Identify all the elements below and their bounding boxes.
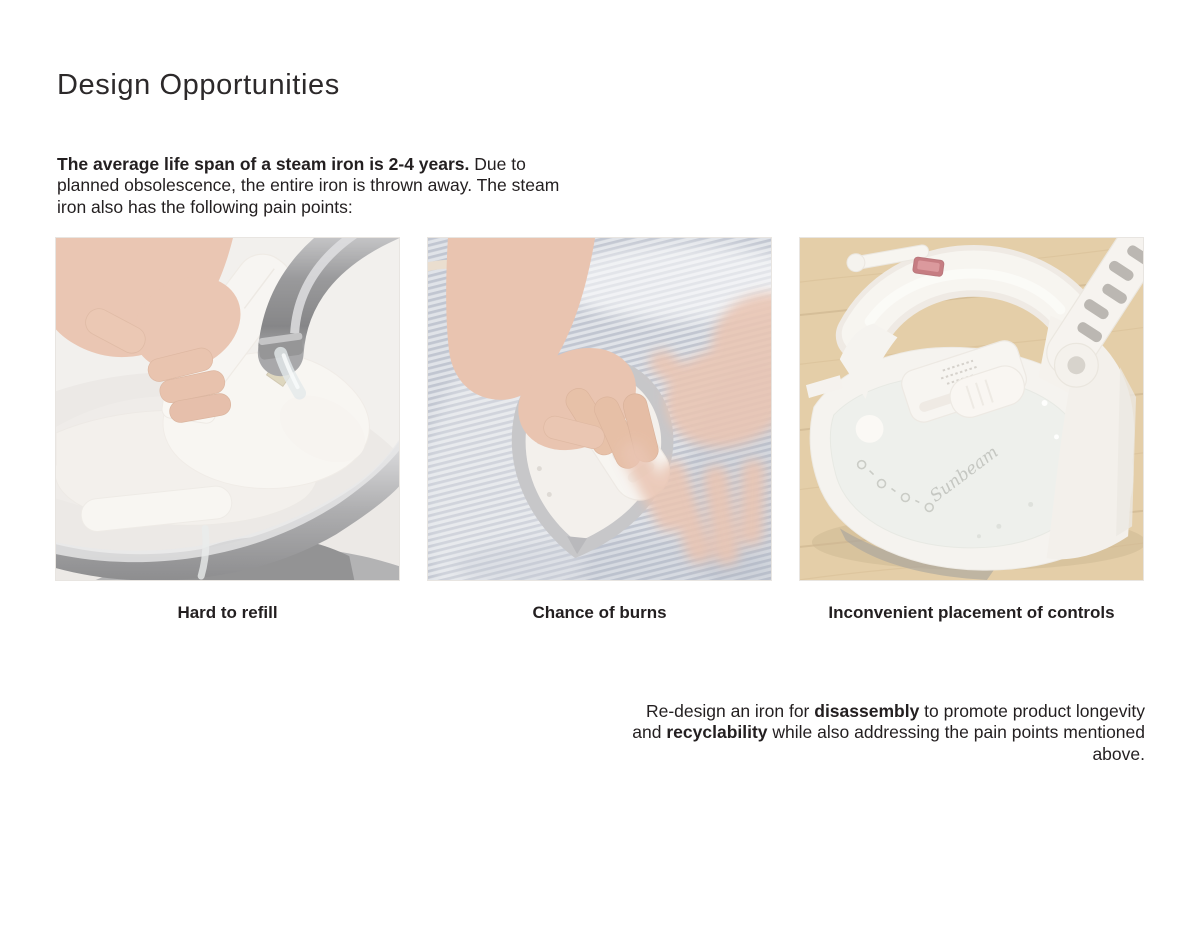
- pain-point-figure-burns: [427, 237, 772, 623]
- pain-point-figure-refill: [55, 237, 400, 623]
- caption-controls-placement: Inconvenient placement of controls: [828, 603, 1115, 622]
- brief-bold-disassembly: disassembly: [814, 700, 920, 721]
- refill-photo: [55, 237, 400, 581]
- controls-photo: [799, 237, 1144, 581]
- pain-point-figure-controls: [799, 237, 1144, 623]
- brief-part2: to promote product longevity and: [632, 700, 1145, 742]
- brief-part1: Re-design an iron for: [645, 700, 815, 721]
- intro-rest: Due to planned obsolescence, the entire iron is thrown away. The steam iron also has the following pain points:: [57, 153, 560, 217]
- burns-photo: [427, 237, 772, 581]
- caption-hard-to-refill: Hard to refill: [177, 603, 278, 622]
- pain-point-gallery: [55, 237, 1144, 623]
- intro-paragraph: [57, 154, 572, 219]
- intro-bold-statement: The average life span of a steam iron is 2-4 years.: [57, 153, 470, 174]
- brief-bold-recyclability: recyclability: [666, 722, 768, 742]
- page-title: Design Opportunities: [57, 69, 340, 102]
- design-brief-paragraph: [620, 701, 1145, 766]
- caption-chance-of-burns: Chance of burns: [532, 603, 667, 622]
- brief-part3: while also addressing the pain points mentioned above.: [767, 722, 1145, 764]
- sunbeam-brand-label: Sunbeam: [925, 441, 1002, 506]
